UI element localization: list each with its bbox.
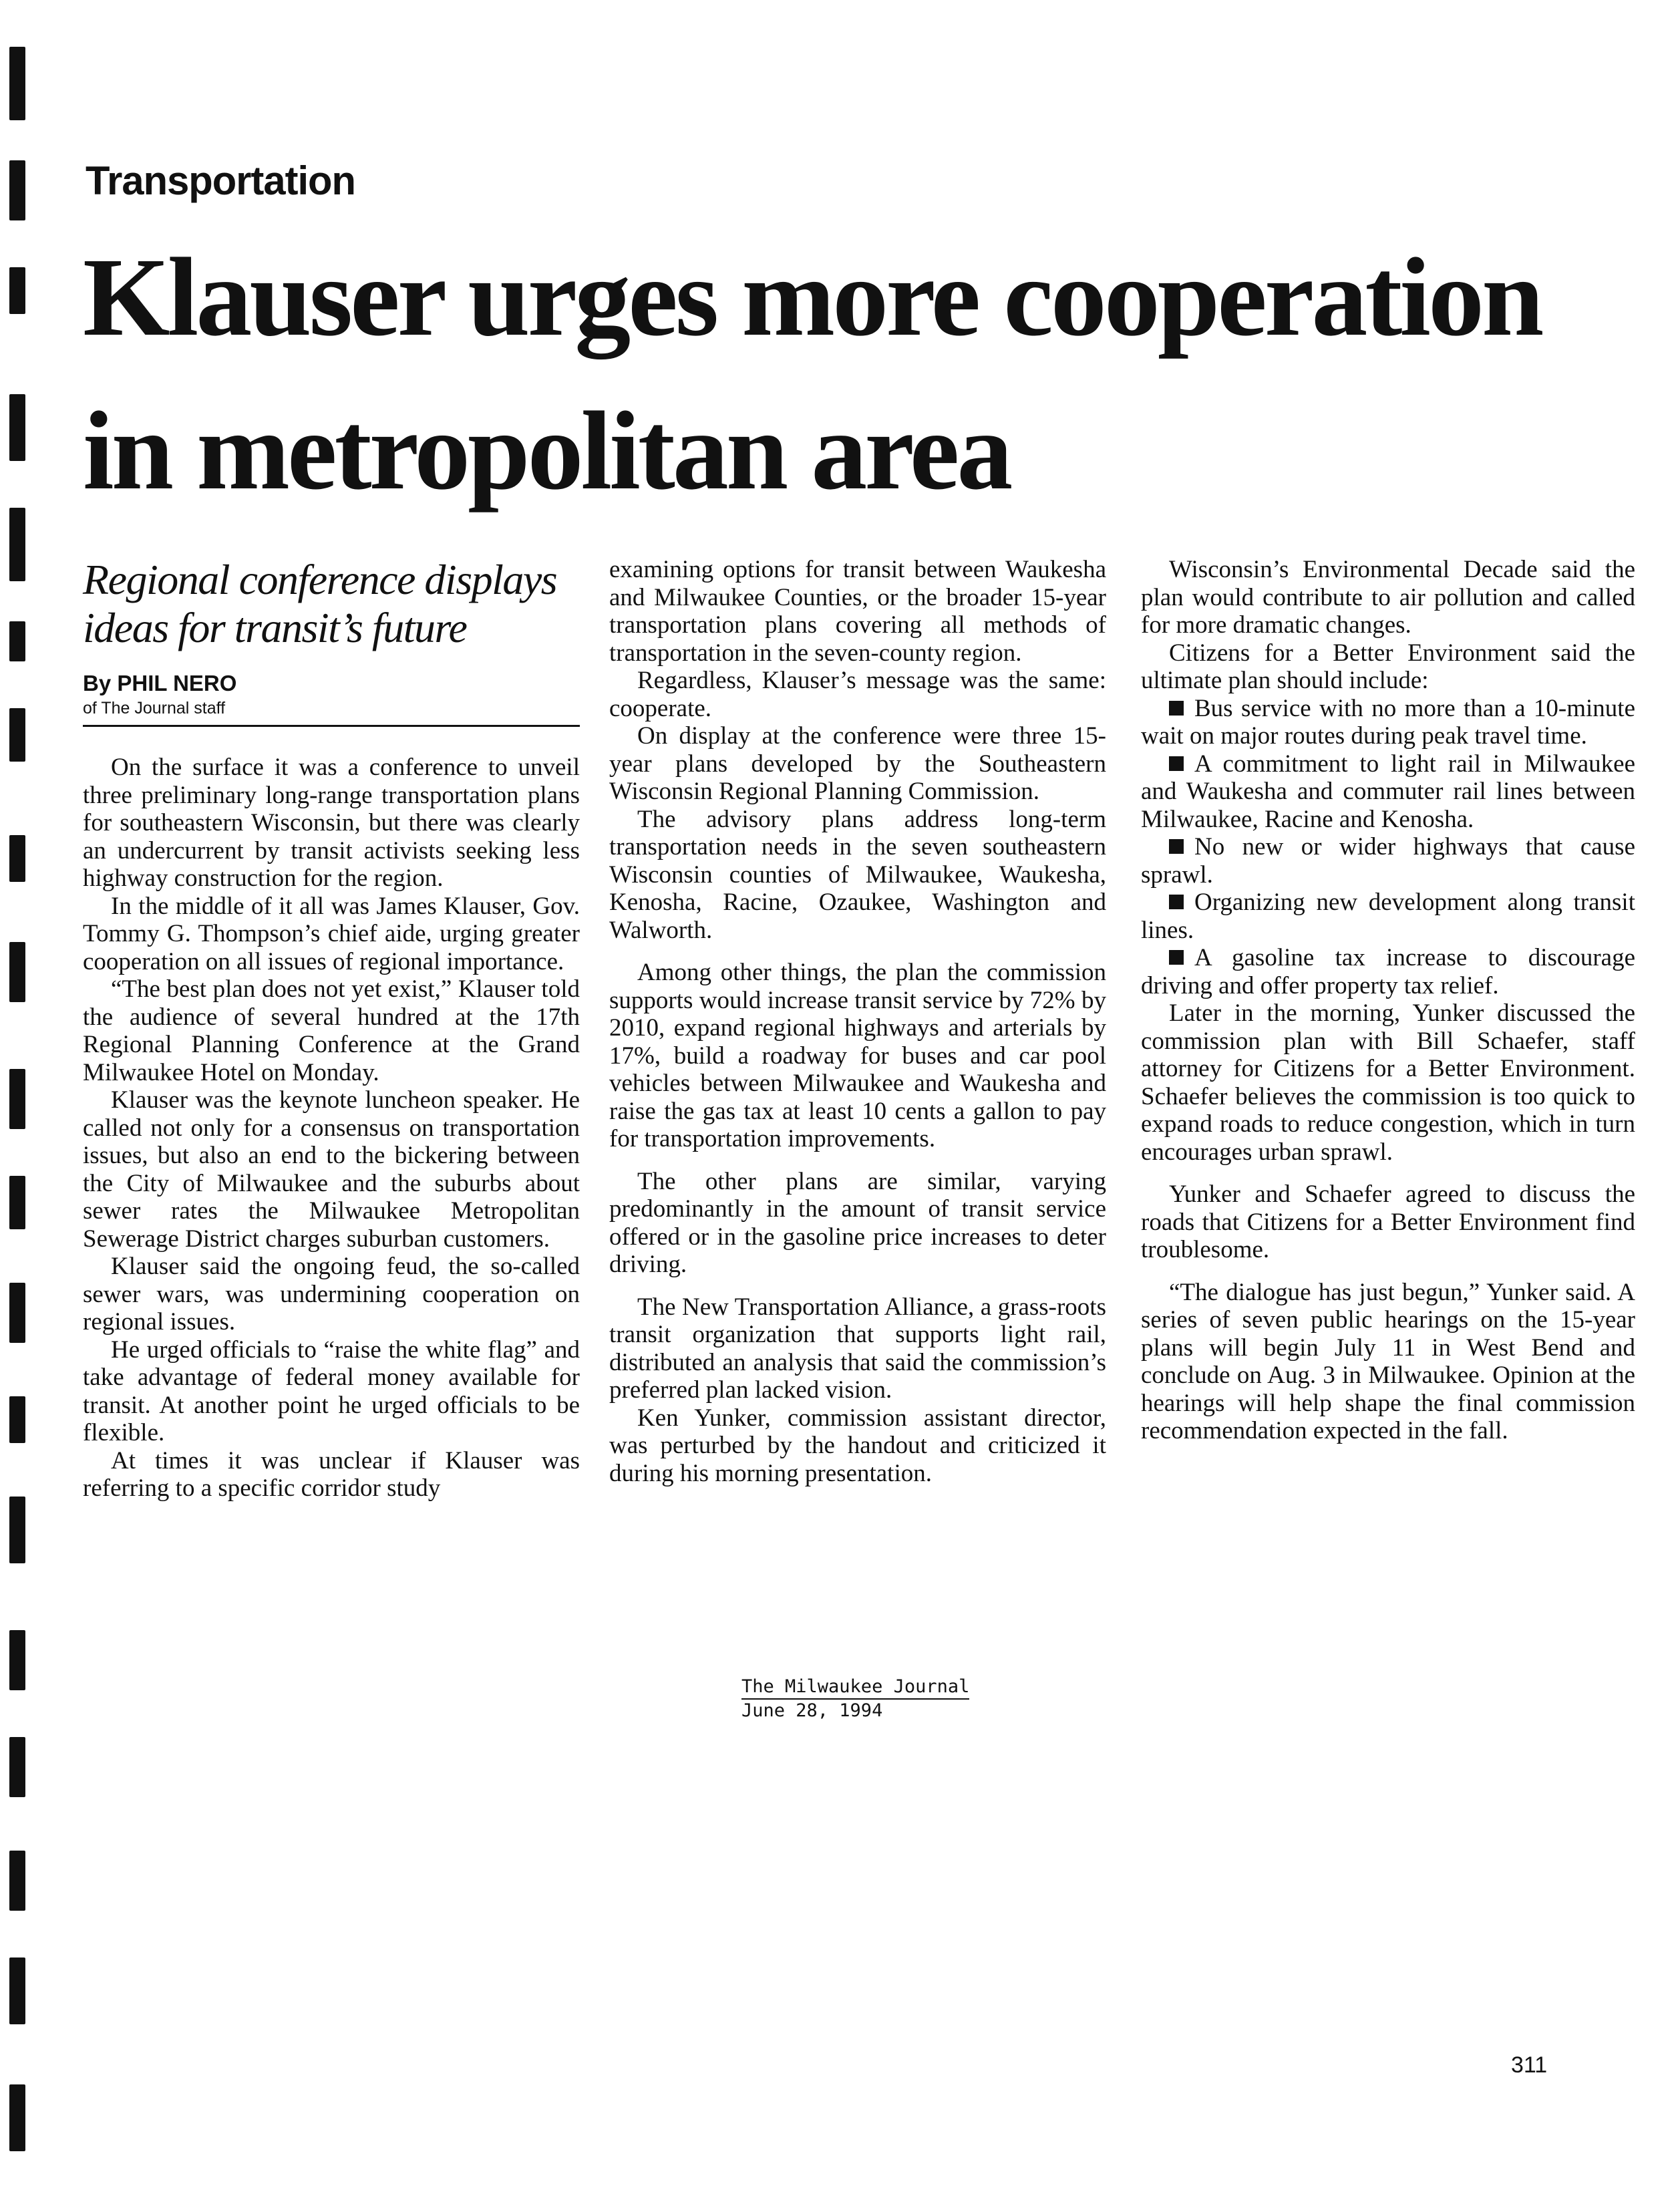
binding-mark (9, 1396, 25, 1443)
bullet-item (1141, 750, 1635, 834)
paragraph: “The best plan does not yet exist,” Klauser told the audience of several hundred at the 17th Regional Planning Conference at the Grand Milwaukee Hotel on Monday. (83, 975, 580, 1086)
paragraph: He urged officials to “raise the white flag” and take advantage of federal money available for transit. At another point he urged officials to be flexible. (83, 1336, 580, 1446)
paragraph: Regardless, Klauser’s message was the same: cooperate. (609, 667, 1106, 722)
paragraph: examining options for transit between Waukesha and Milwaukee Counties, or the broader 15-year transportation plans covering all methods of transportation in the seven-county region. (609, 556, 1106, 667)
bullet-square-icon (1169, 895, 1184, 909)
bullet-square-icon (1169, 756, 1184, 771)
bullet-text: A gasoline tax increase to discourage driving and offer property tax relief. (1141, 944, 1635, 999)
binding-mark (9, 1737, 25, 1797)
bullet-item (1141, 944, 1635, 999)
paragraph: The other plans are similar, varying predominantly in the amount of transit service offered or in the gasoline price increases to deter driving. (609, 1167, 1106, 1278)
article-column-3 (1141, 556, 1635, 1445)
headline-line-1: Klauser urges more cooperation (83, 235, 1542, 359)
byline-author: By PHIL NERO (83, 671, 237, 695)
paragraph: Wisconsin’s Environmental Decade said the plan would contribute to air pollution and called for more dramatic changes. (1141, 556, 1635, 639)
bullet-square-icon (1169, 839, 1184, 854)
source-credit (741, 1676, 969, 1722)
paragraph: Among other things, the plan the commission supports would increase transit service by 72% by 2010, expand regional highways and arterials by 17%, build a roadway for buses and car pool vehicles between Milwaukee and Waukesha and raise the gas tax at least 10 cents a gallon to pay for transportation improvements. (609, 959, 1106, 1152)
paragraph: Klauser was the keynote luncheon speaker. He called not only for a consensus on transportation issues, but also an end to the bickering between the City of Milwaukee and the suburbs about sewer rates the Milwaukee Metropolitan Sewerage District charges suburban customers. (83, 1086, 580, 1253)
binding-mark (9, 47, 25, 120)
bullet-text: No new or wider highways that cause sprawl. (1141, 833, 1635, 889)
binding-mark (9, 621, 25, 661)
paragraph: On display at the conference were three 15-year plans developed by the Southeastern Wisconsin Regional Planning Commission. (609, 722, 1106, 805)
deck-line-2: ideas for transit’s future (83, 604, 467, 651)
paragraph: Later in the morning, Yunker discussed the commission plan with Bill Schaefer, staff attorney for Citizens for a Better Environment. Schaefer believes the commission is too quick to expand roads to reduce congestion, which in turn encourages urban sprawl. (1141, 999, 1635, 1166)
bullet-text: Organizing new development along transit lines. (1141, 889, 1635, 944)
paragraph: Klauser said the ongoing feud, the so-called sewer wars, was undermining cooperation on regional issues. (83, 1253, 580, 1336)
binding-mark (9, 1176, 25, 1229)
binding-mark (9, 708, 25, 762)
paragraph: At times it was unclear if Klauser was referring to a specific corridor study (83, 1446, 580, 1502)
binding-mark (9, 1283, 25, 1343)
headline-line-2: in metropolitan area (83, 389, 1011, 513)
paragraph: On the surface it was a conference to unveil three preliminary long-range transportation plans for southeastern Wisconsin, but there was clearly an undercurrent by transit activists seeking less highway construction for the region. (83, 754, 580, 892)
paragraph: The New Transportation Alliance, a grass-roots transit organization that supports light rail, distributed an analysis that said the commission’s preferred plan lacked vision. (609, 1293, 1106, 1404)
paragraph: Ken Yunker, commission assistant director, was perturbed by the handout and criticized it during his morning presentation. (609, 1404, 1106, 1487)
page-number: 311 (1511, 2052, 1548, 2078)
binding-mark (9, 267, 25, 314)
bullet-item (1141, 833, 1635, 889)
article-column-1 (83, 556, 580, 1503)
bullet-item (1141, 889, 1635, 944)
bullet-square-icon (1169, 701, 1184, 716)
bullet-item (1141, 695, 1635, 750)
binding-mark (9, 2084, 25, 2151)
paragraph: In the middle of it all was James Klauser, Gov. Tommy G. Thompson’s chief aide, urging greater cooperation on all issues of regional importance. (83, 892, 580, 975)
binding-mark (9, 394, 25, 461)
section-label: Transportation (86, 158, 355, 203)
source-date: June 28, 1994 (741, 1700, 883, 1721)
bullet-square-icon (1169, 950, 1184, 965)
paragraph: Citizens for a Better Environment said the ultimate plan should include: (1141, 639, 1635, 694)
paragraph: The advisory plans address long-term transportation needs in the seven southeastern Wisconsin counties of Milwaukee, Waukesha, Kenosha, Racine, Ozaukee, Washington and Walworth. (609, 805, 1106, 944)
bullet-text: A commitment to light rail in Milwaukee and Waukesha and commuter rail lines between Milwaukee, Racine and Kenosha. (1141, 750, 1635, 833)
deck (83, 556, 580, 652)
paragraph: “The dialogue has just begun,” Yunker said. A series of seven public hearings on the 15-year plans will begin July 11 in West Bend and conclude on Aug. 3 in Milwaukee. Opinion at the hearings will help shape the final commission recommendation expected in the fall. (1141, 1278, 1635, 1444)
article-column-2 (609, 556, 1106, 1487)
binding-mark (9, 1957, 25, 2024)
binding-marks (0, 0, 60, 2196)
binding-mark (9, 1069, 25, 1129)
binding-mark (9, 835, 25, 882)
binding-mark (9, 942, 25, 1002)
binding-mark (9, 1497, 25, 1563)
headline (83, 220, 1673, 528)
binding-mark (9, 160, 25, 220)
binding-mark (9, 1630, 25, 1690)
binding-mark (9, 1851, 25, 1911)
paragraph: Yunker and Schaefer agreed to discuss the roads that Citizens for a Better Environment find troublesome. (1141, 1181, 1635, 1263)
binding-mark (9, 508, 25, 581)
deck-line-1: Regional conference displays (83, 556, 557, 603)
source-publication: The Milwaukee Journal (741, 1676, 969, 1700)
bullet-text: Bus service with no more than a 10-minute wait on major routes during peak travel time. (1141, 694, 1635, 750)
byline-organization: of The Journal staff (83, 699, 580, 727)
